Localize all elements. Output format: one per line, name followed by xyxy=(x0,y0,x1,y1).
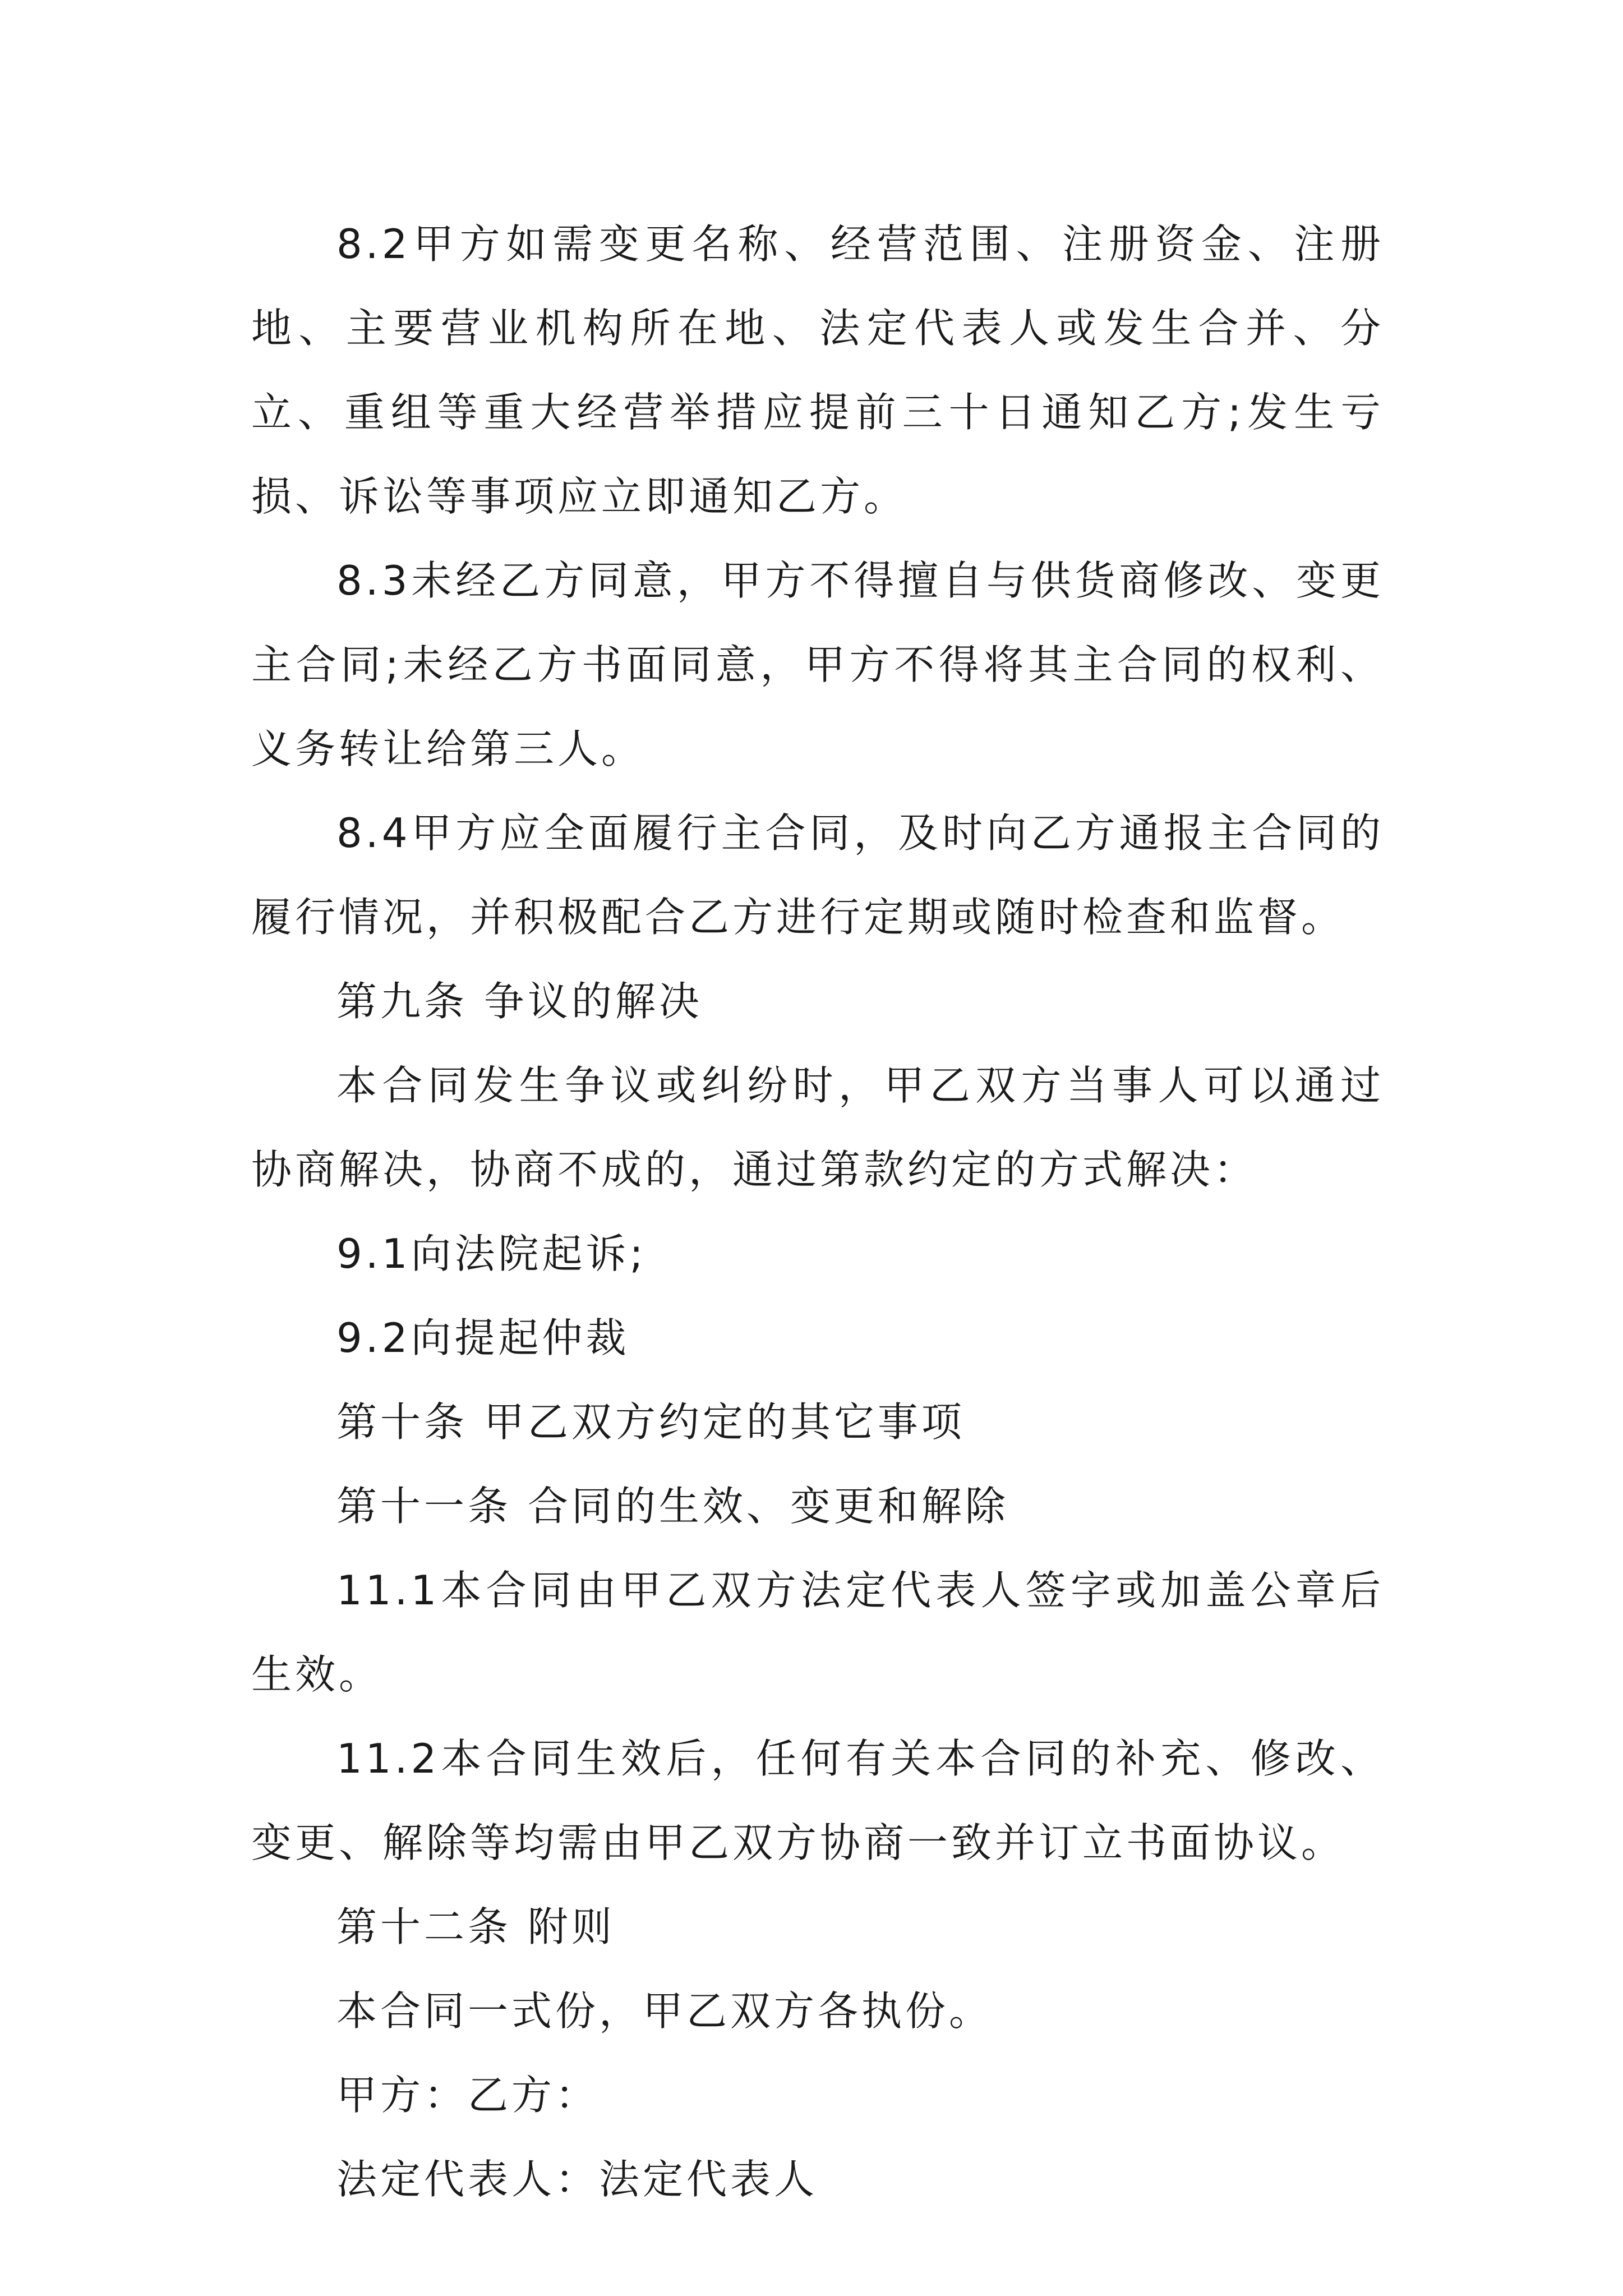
article-9-intro: 本合同发生争议或纠纷时，甲乙双方当事人可以通过协商解决，协商不成的，通过第款约定的方式解决： xyxy=(251,1062,1384,1193)
article-9-heading: 第九条 争议的解决 xyxy=(336,978,703,1025)
clause-8-2: 8.2甲方如需变更名称、经营范围、注册资金、注册地、主要营业机构所在地、法定代表人或发生合并、分立、重组等重大经营举措应提前三十日通知乙方;发生亏损、诉讼等事项应立即通知乙方。 xyxy=(251,220,1384,520)
party-line: 甲方：乙方： xyxy=(336,2072,600,2119)
article-11-heading: 第十一条 合同的生效、变更和解除 xyxy=(336,1483,1009,1530)
legal-representative-line: 法定代表人：法定代表人 xyxy=(336,2156,818,2203)
clause-8-3: 8.3未经乙方同意，甲方不得擅自与供货商修改、变更主合同;未经乙方书面同意，甲方不得将其主合同的权利、义务转让给第三人。 xyxy=(251,557,1384,772)
article-10-heading: 第十条 甲乙双方约定的其它事项 xyxy=(336,1398,965,1446)
clause-9-2: 9.2向提起仲裁 xyxy=(336,1314,630,1361)
clause-8-4: 8.4甲方应全面履行主合同，及时向乙方通报主合同的履行情况，并积极配合乙方进行定期或随时检查和监督。 xyxy=(251,809,1384,941)
copies-clause: 本合同一式份，甲乙双方各执份。 xyxy=(336,1987,993,2035)
document-body xyxy=(251,202,1384,2221)
article-12-heading: 第十二条 附则 xyxy=(336,1903,615,1950)
clause-11-2: 11.2本合同生效后，任何有关本合同的补充、修改、变更、解除等均需由甲乙双方协商一致并订立书面协议。 xyxy=(251,1735,1384,1866)
clause-9-1: 9.1向法院起诉; xyxy=(336,1230,647,1277)
clause-11-1: 11.1本合同由甲乙双方法定代表人签字或加盖公章后生效。 xyxy=(251,1567,1384,1698)
